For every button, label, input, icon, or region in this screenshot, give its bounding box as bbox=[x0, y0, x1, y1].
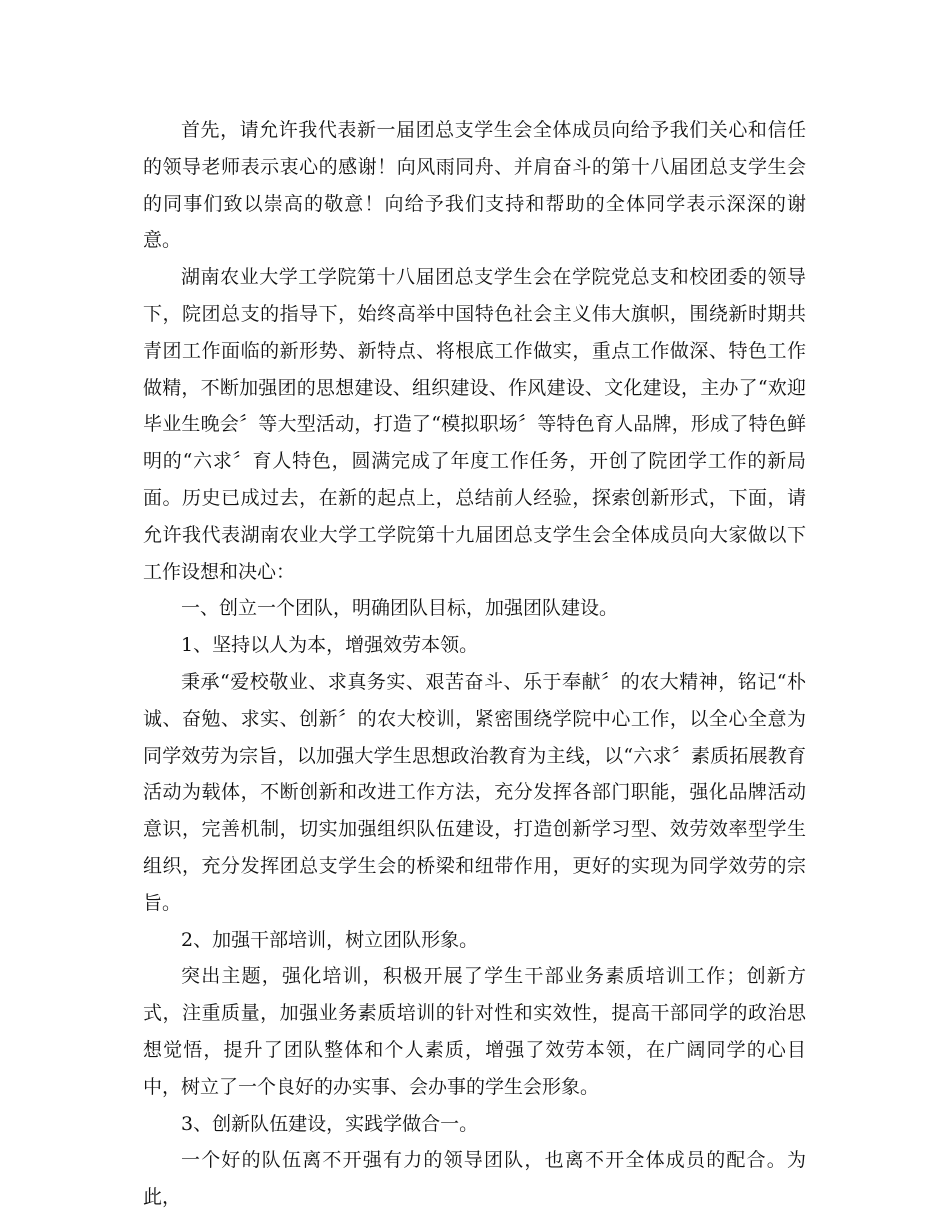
subheading-1: 1、坚持以人为本，增强效劳本领。 bbox=[181, 634, 479, 657]
subheading-2: 2、加强干部培训，树立团队形象。 bbox=[181, 928, 479, 951]
document-body bbox=[143, 112, 806, 1216]
paragraph-opening-thanks: 首先，请允许我代表新一届团总支学生会全体成员向给予我们关心和信任的领导老师表示衷心的感谢！向风雨同舟、并肩奋斗的第十八届团总支学生会的同事们致以崇高的敬意！向给予我们支持和帮助的全体同学表示深深的谢意。 bbox=[143, 119, 806, 252]
paragraph-service: 秉承“爱校敬业、求真务实、艰苦奋斗、乐于奉献〞的农大精神，铭记“朴诚、奋勉、求实、创新〞的农大校训，紧密围绕学院中心工作，以全心全意为同学效劳为宗旨，以加强大学生思想政治教育为主线，以“六求〞素质拓展教育活动为载体，不断创新和改进工作方法，充分发挥各部门职能，强化品牌活动意识，完善机制，切实加强组织队伍建设，打造创新学习型、效劳效率型学生组织，充分发挥团总支学生会的桥梁和纽带作用，更好的实现为同学效劳的宗旨。 bbox=[143, 670, 806, 914]
subheading-3: 3、创新队伍建设，实践学做合一。 bbox=[181, 1112, 479, 1135]
paragraph-review: 湖南农业大学工学院第十八届团总支学生会在学院党总支和校团委的领导下，院团总支的指导下，始终高举中国特色社会主义伟大旗帜，围绕新时期共青团工作面临的新形势、新特点、将根底工作做实，重点工作做深、特色工作做精，不断加强团的思想建设、组织建设、作风建设、文化建设，主办了“欢迎毕业生晚会〞等大型活动，打造了“模拟职场〞等特色育人品牌，形成了特色鲜明的“六求〞育人特色，圆满完成了年度工作任务，开创了院团学工作的新局面。历史已成过去，在新的起点上，总结前人经验，探索创新形式，下面，请允许我代表湖南农业大学工学院第十九届团总支学生会全体成员向大家做以下工作设想和决心： bbox=[143, 266, 806, 583]
paragraph-training: 突出主题，强化培训，积极开展了学生干部业务素质培训工作；创新方式，注重质量，加强业务素质培训的针对性和实效性，提高干部同学的政治思想觉悟，提升了团队整体和个人素质，增强了效劳本领，在广阔同学的心目中，树立了一个良好的办实事、会办事的学生会形象。 bbox=[143, 965, 806, 1098]
section-heading-1: 一、创立一个团队，明确团队目标，加强团队建设。 bbox=[181, 597, 619, 620]
paragraph-team: 一个好的队伍离不开强有力的领导团队，也离不开全体成员的配合。为此， bbox=[143, 1149, 806, 1209]
